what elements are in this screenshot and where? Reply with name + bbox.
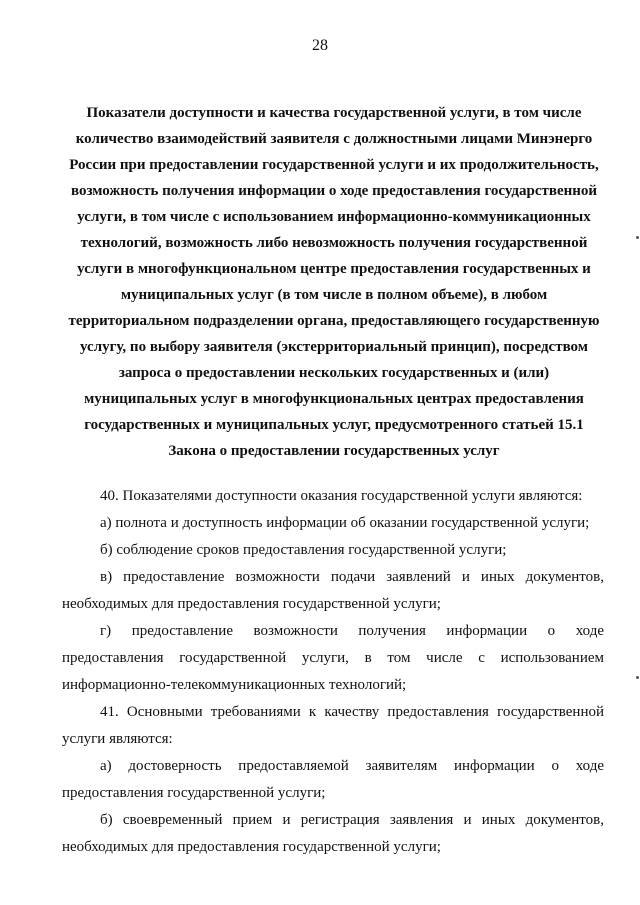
paragraph-41 [62, 699, 604, 753]
page-number: 28 [312, 37, 328, 54]
section-heading [60, 100, 608, 464]
heading-line: услуги в многофункциональном центре предоставления государственных и [77, 261, 591, 277]
heading-line: муниципальных услуг (в том числе в полном объеме), в любом [120, 287, 548, 303]
paragraph-line: б) своевременный прием и регистрация заявления и иных документов, [100, 812, 604, 828]
paragraph-line: б) соблюдение сроков предоставления государственной услуги; [100, 542, 507, 558]
paragraph-40-a [62, 510, 604, 537]
paragraph-line: г) предоставление возможности получения информации о ходе [100, 623, 604, 639]
heading-line: государственных и муниципальных услуг, предусмотренного статьей 15.1 [84, 417, 584, 433]
paragraph-line: а) достоверность предоставляемой заявителям информации о ходе [100, 758, 604, 774]
body-text [62, 483, 604, 861]
paragraph-40-b [62, 537, 604, 564]
paragraph-line: необходимых для предоставления государственной услуги; [62, 596, 441, 612]
paragraph-line: а) полнота и доступность информации об оказании государственной услуги; [100, 515, 590, 531]
heading-line: услуги, в том числе с использованием информационно-коммуникационных [77, 209, 591, 225]
paragraph-40-d [62, 618, 604, 699]
heading-line: Показатели доступности и качества государственной услуги, в том числе [86, 105, 582, 121]
paragraph-line: предоставления государственной услуги, в том числе с использованием [62, 650, 604, 666]
heading-line: количество взаимодействий заявителя с должностными лицами Минэнерго [75, 131, 593, 147]
paragraph-line: услуги являются: [62, 731, 173, 747]
paragraph-40 [62, 483, 604, 510]
scan-speck [636, 676, 639, 679]
paragraph-line: предоставления государственной услуги; [62, 785, 326, 801]
paragraph-line: информационно-телекоммуникационных технологий; [62, 677, 407, 693]
heading-line: возможность получения информации о ходе предоставления государственной [70, 183, 598, 199]
heading-line: услугу, по выбору заявителя (экстерриториальный принцип), посредством [80, 339, 588, 355]
heading-line: территориальном подразделении органа, предоставляющего государственную [68, 313, 600, 329]
paragraph-line: в) предоставление возможности подачи заявлений и иных документов, [100, 569, 604, 585]
paragraph-line: 41. Основными требованиями к качеству предоставления государственной [100, 704, 604, 720]
heading-line: Закона о предоставлении государственных услуг [168, 443, 500, 459]
paragraph-line: 40. Показателями доступности оказания государственной услуги являются: [100, 488, 583, 504]
heading-line: России при предоставлении государственной услуги и их продолжительность, [69, 157, 599, 173]
paragraph-line: необходимых для предоставления государственной услуги; [62, 839, 441, 855]
paragraph-41-b [62, 807, 604, 861]
scan-speck [636, 236, 639, 239]
heading-line: муниципальных услуг в многофункциональных центрах предоставления [84, 391, 584, 407]
heading-line: технологий, возможность либо невозможность получения государственной [80, 235, 588, 251]
paragraph-40-c [62, 564, 604, 618]
heading-line: запроса о предоставлении нескольких государственных и (или) [118, 365, 550, 381]
paragraph-41-a [62, 753, 604, 807]
